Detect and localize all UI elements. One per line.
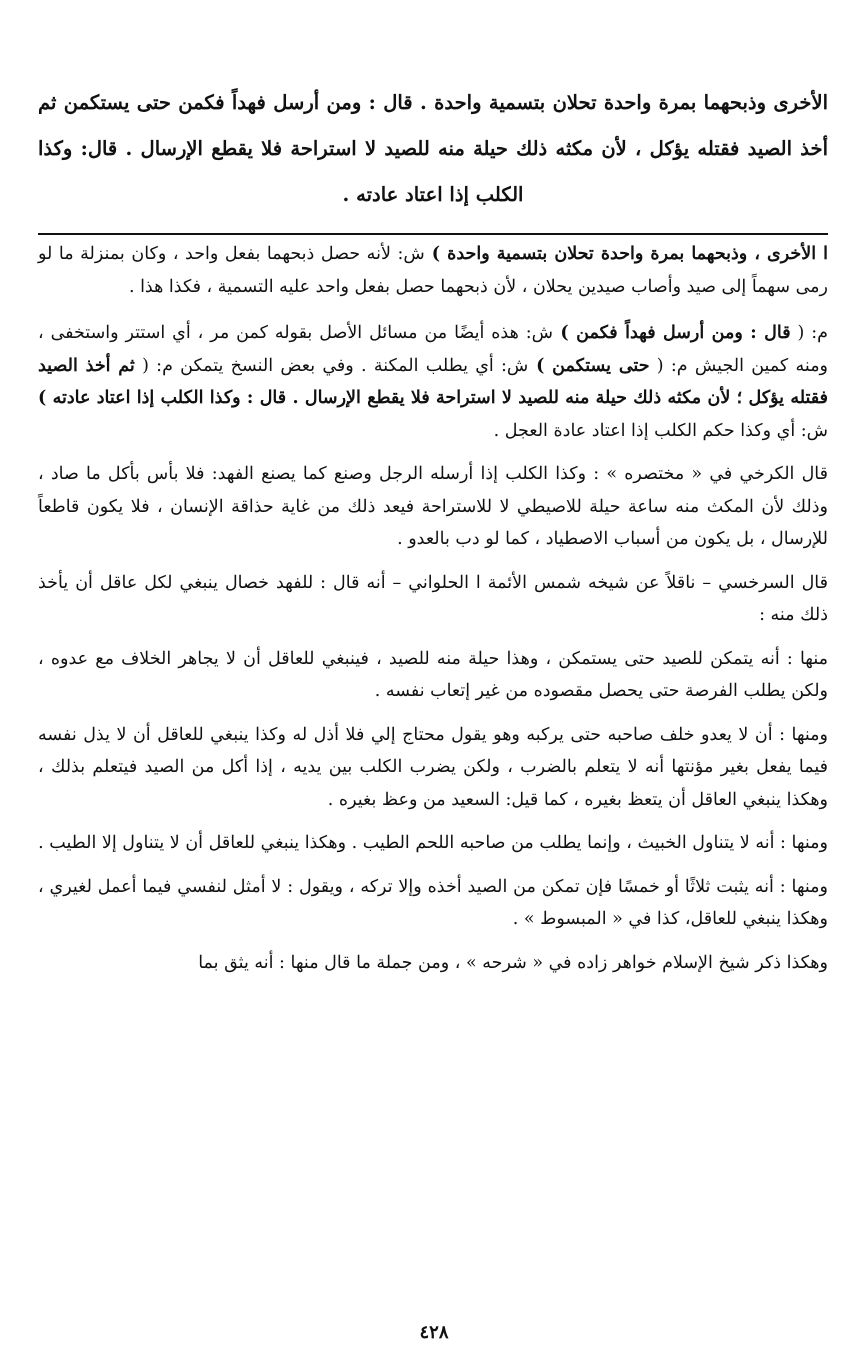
- commentary: [38, 238, 828, 990]
- commentary-segment: قال السرخسي – ناقلاً عن شيخه شمس الأئمة ا الحلواني – أنه قال : للفهد خصال ينبغي لكل عاقل أن يأخذ ذلك منه :: [38, 572, 828, 625]
- commentary-paragraph: [38, 238, 828, 303]
- commentary-segment: وهكذا ذكر شيخ الإسلام خواهر زاده في « شرحه » ، ومن جملة ما قال منها : أنه يثق بما: [198, 952, 828, 973]
- commentary-paragraph: [38, 871, 828, 936]
- commentary-paragraph: [38, 567, 828, 632]
- commentary-segment: ومنها : أن لا يعدو خلف صاحبه حتى يركبه وهو يقول محتاج إلي فلا أذل له وكذا ينبغي للعاقل أن لا يذل نفسه فيما يفعل بغير مؤنتها أنه لا يتعلم بالضرب ، ولكن يضرب الكلب بين يديه ، إذا أكل من الصيد فيتعلم بذلك ، وهكذا ينبغي العاقل أن يتعظ بغيره ، كما قيل: السعيد من وعظ بغيره .: [38, 724, 828, 810]
- commentary-segment: ش: أي وكذا حكم الكلب إذا اعتاد عادة العجل .: [493, 420, 828, 441]
- commentary-paragraph: [38, 643, 828, 708]
- quoted-matn-segment: حتى يستكمن ): [528, 355, 650, 376]
- commentary-segment: منها : أنه يتمكن للصيد حتى يستمكن ، وهذا حيلة منه للصيد ، فينبغي للعاقل أن لا يجاهر الخلاف مع عدوه ، ولكن يطلب الفرصة حتى يحصل مقصوده من غير إتعاب نفسه .: [38, 648, 828, 701]
- commentary-paragraph: [38, 317, 828, 447]
- commentary-paragraph: [38, 827, 828, 860]
- quoted-matn-segment: ثم أخذ الصيد فقتله يؤكل ؛ لأن مكثه ذلك حيلة منه للصيد لا استراحة فلا يقطع الإرسال . قال : وكذا الكلب إذا اعتاد عادته ): [38, 355, 828, 408]
- commentary-segment: قال الكرخي في « مختصره » : وكذا الكلب إذا أرسله الرجل وصنع كما يصنع الفهد: فلا بأس بأكل ما صاد ، وذلك لأن المكث منه ساعة حيلة للاصيطي لا للاستراحة فيعد ذلك من غاية حذاقة الإنسان ، فلا يكون قاطعاً للإرسال ، بل يكون من أسباب الاصطياد ، كما لو دب بالعدو .: [38, 464, 828, 549]
- commentary-segment: ومنها : أنه لا يتناول الخبيث ، وإنما يطلب من صاحبه اللحم الطيب . وهكذا ينبغي للعاقل أن لا يتناول إلا الطيب .: [38, 833, 828, 853]
- commentary-segment: م: (: [790, 323, 829, 343]
- separator-rule: [38, 233, 828, 235]
- commentary-paragraph: [38, 947, 828, 980]
- commentary-segment: ش: هذه أيضًا من مسائل الأصل بقوله كمن مر ، أي استتر واستخفى ، ومنه كمين الجيش م: (: [38, 323, 829, 376]
- commentary-paragraph: [38, 719, 828, 817]
- main-text: الأخرى وذبحهما بمرة واحدة تحلان بتسمية واحدة . قال : ومن أرسل فهداً فكمن حتى يستكمن ثم أخذ الصيد فقتله يؤكل ، لأن مكثه ذلك حيلة منه للصيد لا استراحة فلا يقطع الإرسال . قال: وكذا الكلب إذا اعتاد عادته .: [38, 91, 828, 206]
- quoted-matn-segment: قال : ومن أرسل فهداً فكمن ): [552, 323, 791, 343]
- commentary-segment: ش: لأنه حصل ذبحهما بفعل واحد ، وكان بمنزلة ما لو رمى سهماً إلى صيد وأصاب صيدين يحلان ، لأن ذبحهما حصل بفعل واحد عليه التسمية ، فكذا هذا .: [38, 244, 828, 297]
- commentary-paragraph: [38, 458, 828, 556]
- commentary-segment: ش: أي يطلب المكنة . وفي بعض النسخ يتمكن م: (: [134, 355, 529, 376]
- commentary-segment: ومنها : أنه يثبت ثلاثًا أو خمسًا فإن تمكن من الصيد أخذه وإلا تركه ، ويقول : لا أمثل لنفسي فيما أعمل لغيري ، وهكذا ينبغي للعاقل، كذا في « المبسوط » .: [38, 876, 828, 929]
- quoted-matn-segment: ا الأخرى ، وذبحهما بمرة واحدة تحلان بتسمية واحدة ): [424, 244, 828, 264]
- page-number: ٤٢٨: [419, 1322, 449, 1343]
